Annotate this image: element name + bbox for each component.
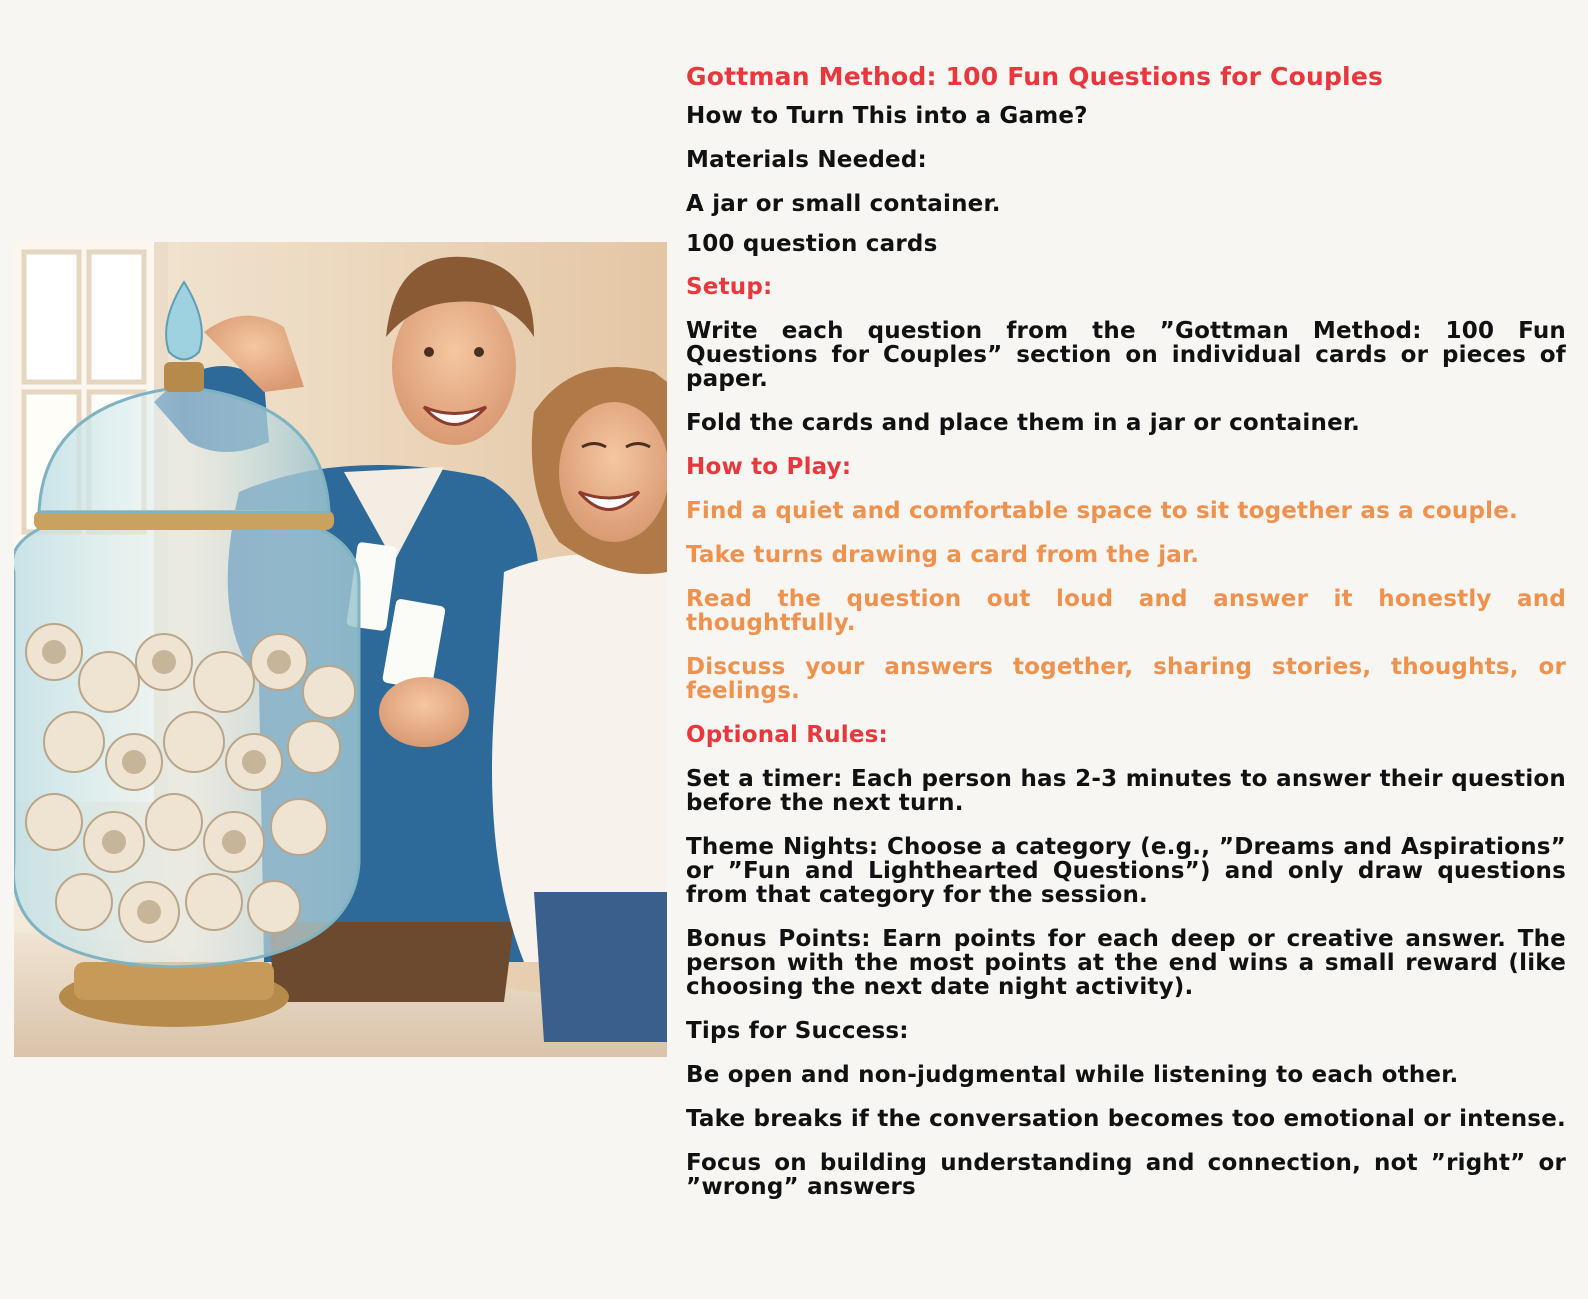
how-to-play-heading: How to Play: bbox=[686, 454, 852, 480]
optional-rule: Bonus Points: Earn points for each deep or creative answer. The person with the most points at the end wins a small reward (like choosing the next date night activity). bbox=[686, 926, 1566, 1000]
tip-item: Take breaks if the conversation becomes too emotional or intense. bbox=[686, 1106, 1566, 1132]
game-question-heading: How to Turn This into a Game? bbox=[686, 103, 1088, 129]
setup-step: Fold the cards and place them in a jar or container. bbox=[686, 410, 1361, 436]
play-step: Discuss your answers together, sharing stories, thoughts, or feelings. bbox=[686, 654, 1566, 704]
optional-rules-heading: Optional Rules: bbox=[686, 722, 888, 748]
materials-item: A jar or small container. bbox=[686, 191, 1001, 217]
play-step: Read the question out loud and answer it honestly and thoughtfully. bbox=[686, 586, 1566, 636]
tip-item: Focus on building understanding and connection, not ”right” or ”wrong” answers bbox=[686, 1150, 1566, 1200]
optional-rule: Set a timer: Each person has 2-3 minutes to answer their question before the next turn. bbox=[686, 766, 1566, 816]
materials-heading: Materials Needed: bbox=[686, 147, 927, 173]
tips-heading: Tips for Success: bbox=[686, 1018, 909, 1044]
tip-item: Be open and non-judgmental while listening to each other. bbox=[686, 1062, 1459, 1088]
play-step: Take turns drawing a card from the jar. bbox=[686, 542, 1200, 568]
setup-step: Write each question from the ”Gottman Method: 100 Fun Questions for Couples” section on individual cards or pieces of paper. bbox=[686, 318, 1566, 392]
play-step: Find a quiet and comfortable space to sit together as a couple. bbox=[686, 498, 1518, 524]
article-title: Gottman Method: 100 Fun Questions for Couples bbox=[686, 62, 1384, 91]
optional-rule: Theme Nights: Choose a category (e.g., ”Dreams and Aspirations” or ”Fun and Lighthearted Questions”) and only draw questions from that category for the session. bbox=[686, 834, 1566, 908]
materials-item: 100 question cards bbox=[686, 231, 938, 257]
article-content bbox=[686, 62, 1566, 1199]
setup-heading: Setup: bbox=[686, 274, 773, 300]
illustration-couple-with-question-jar bbox=[14, 242, 667, 1057]
